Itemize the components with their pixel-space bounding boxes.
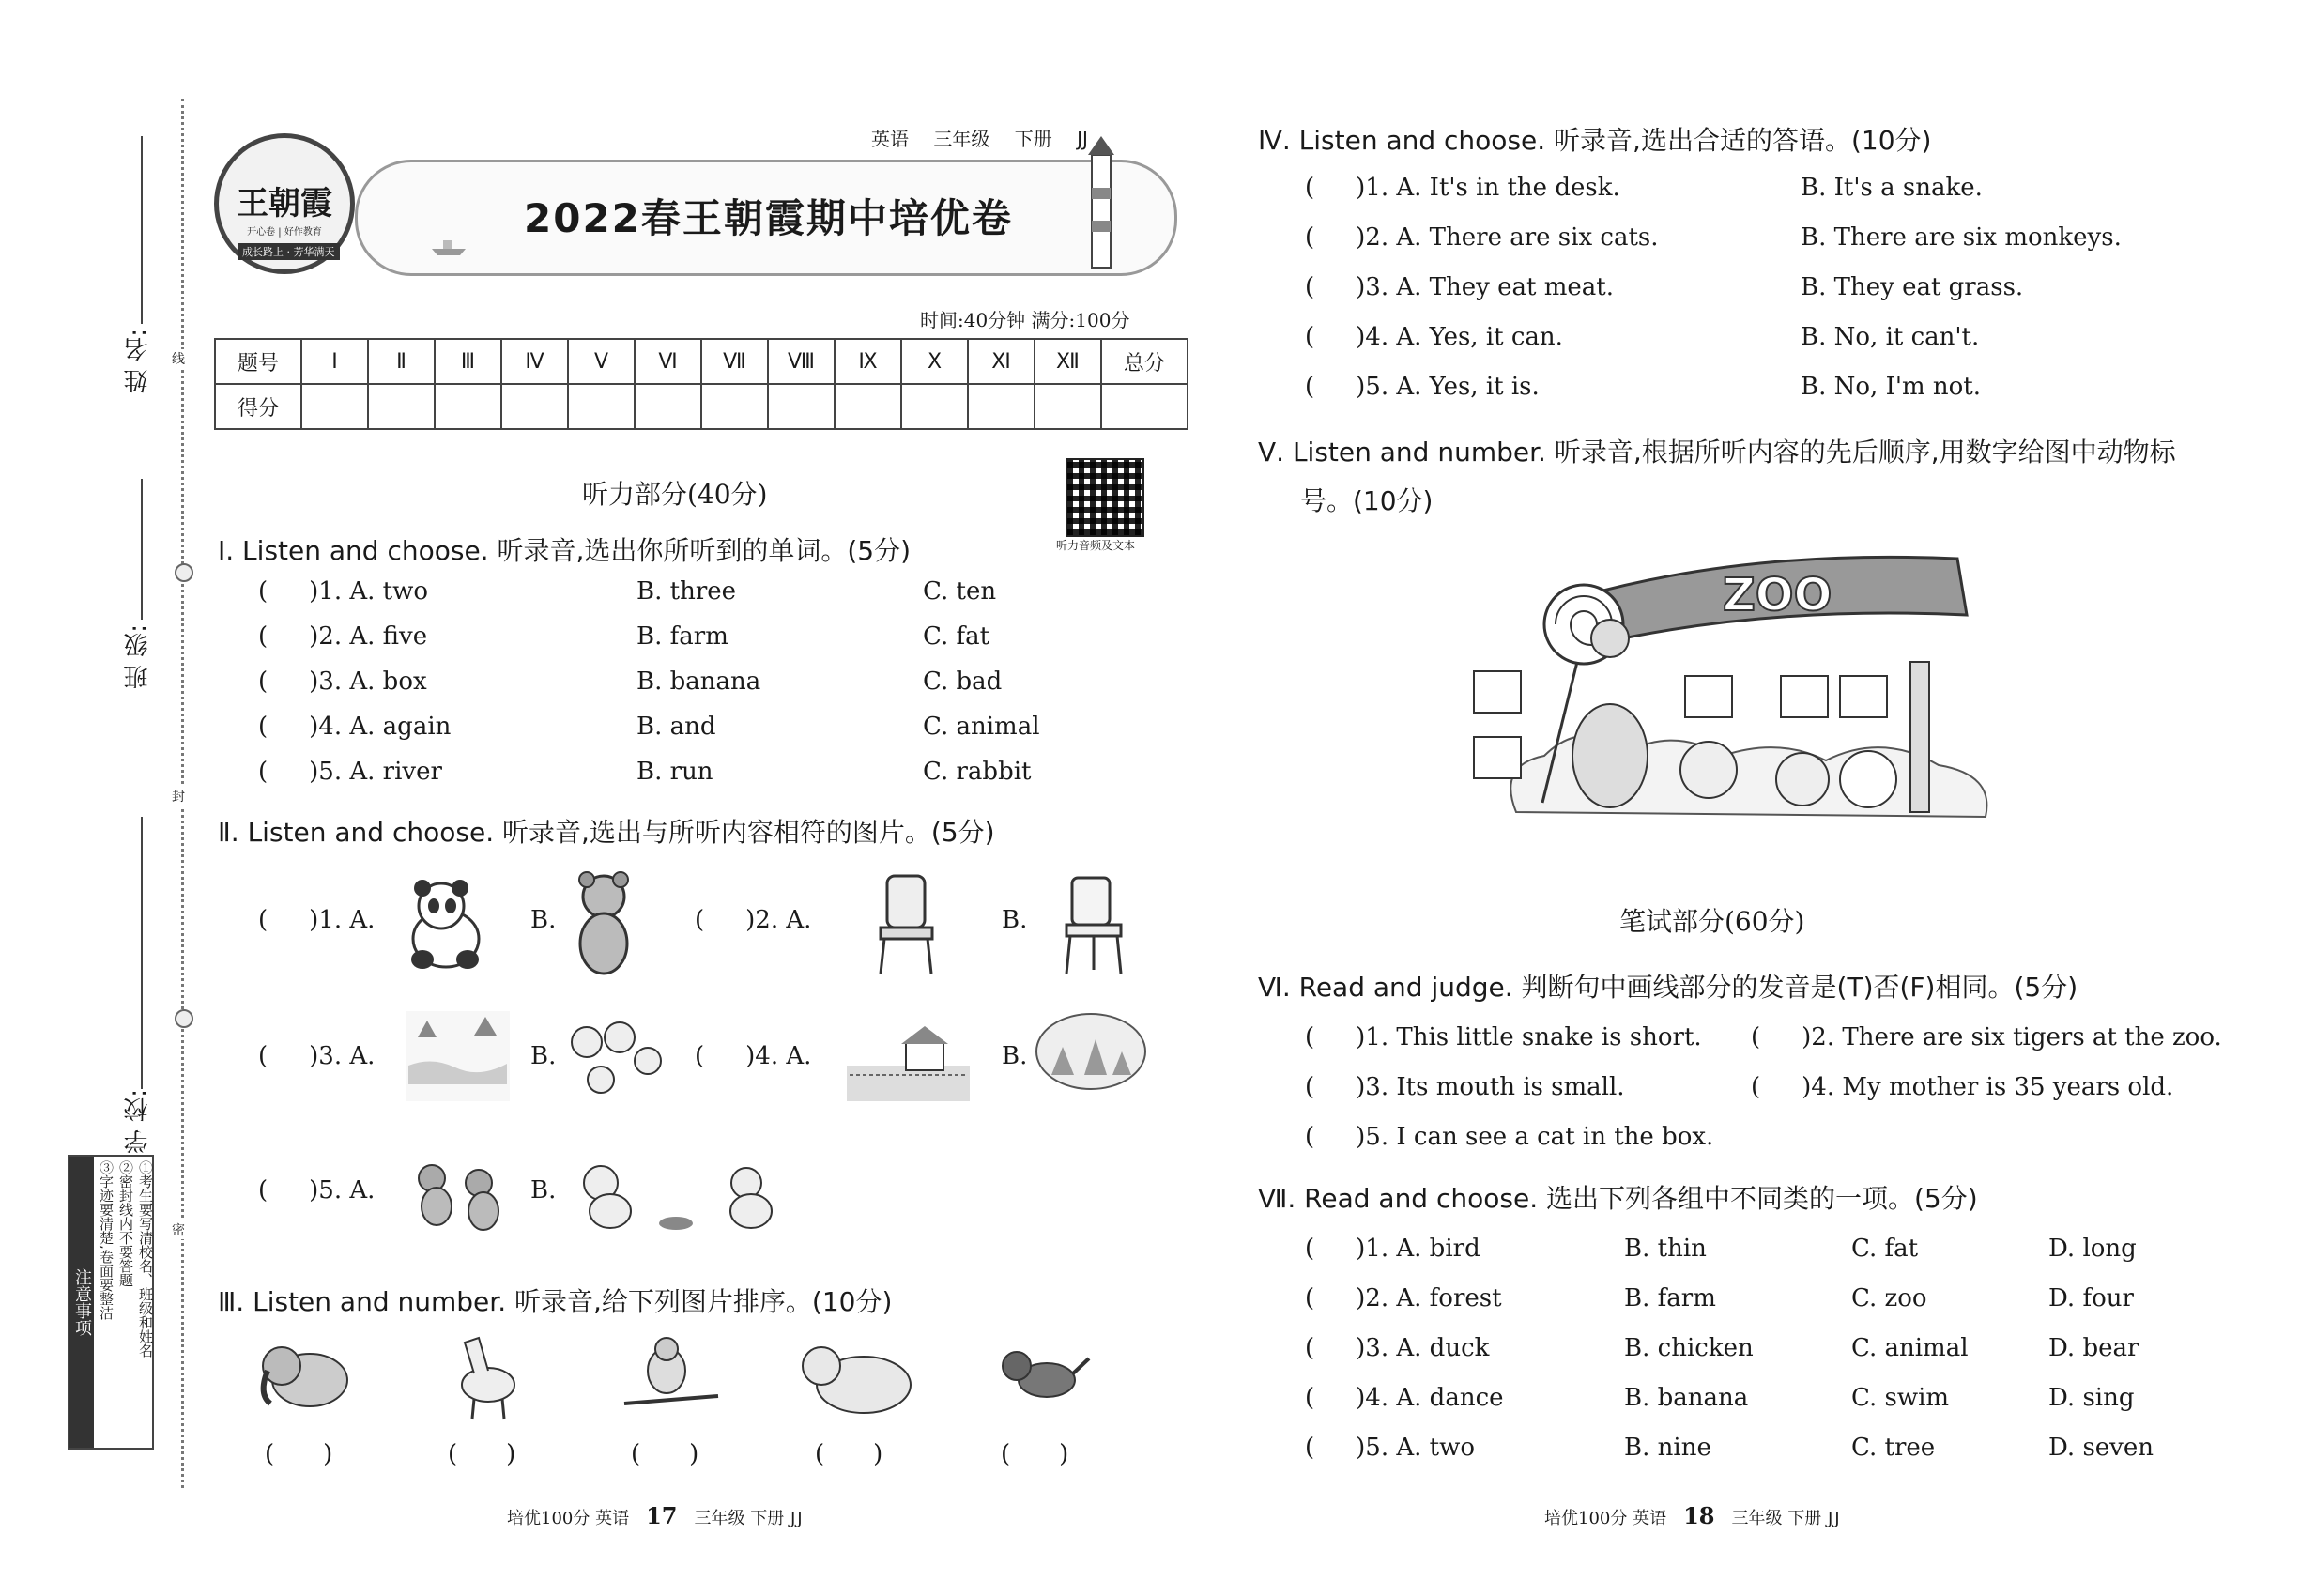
lighthouse-icon (1082, 131, 1120, 272)
option-b: B. chicken (1624, 1334, 1754, 1362)
list-item (695, 906, 811, 934)
option-b: B. It's a snake. (1801, 174, 1983, 202)
answer-box (1474, 671, 1521, 713)
blank-paren[interactable]: ( ) (631, 1440, 699, 1468)
school-label: 学 校: (124, 1089, 152, 1155)
bear-icon (789, 1328, 920, 1422)
chair-icon[interactable] (864, 868, 948, 981)
option-a: )4. A. (745, 1042, 812, 1070)
part2-heading: Ⅱ. Listen and choose. 听录音,选出与所听内容相符的图片。(5分) (218, 817, 995, 848)
sentence: )4. My mother is 35 years old. (1802, 1073, 2174, 1101)
answer-paren[interactable]: ( (1305, 1384, 1315, 1412)
list-item (258, 713, 451, 741)
page-title: 2022春王朝霞期中培优卷 (524, 195, 1013, 241)
sentence: )3. Its mouth is small. (1356, 1073, 1625, 1101)
bird-icon (620, 1328, 723, 1418)
cut-mark-text: 线 (172, 349, 185, 368)
option-b-label: B. (530, 1176, 557, 1205)
score-cell[interactable] (768, 384, 835, 429)
option-c: C. bad (923, 668, 1003, 696)
answer-paren[interactable]: ( (1305, 174, 1315, 202)
option-d: D. sing (2048, 1384, 2135, 1412)
answer-paren[interactable]: ( (1305, 1434, 1315, 1462)
table-header-cell: Ⅰ (301, 339, 368, 384)
panda-icon[interactable] (394, 873, 498, 976)
answer-paren[interactable]: ( (258, 1042, 268, 1070)
cut-circle (175, 1009, 193, 1028)
option-a: )1. A. It's in the desk. (1356, 174, 1620, 202)
blank-paren[interactable]: ( ) (265, 1440, 333, 1468)
option-c: C. swim (1851, 1384, 1950, 1412)
name-underline (141, 136, 143, 324)
giraffe-icon (1910, 662, 1929, 812)
option-a: )2. A. forest (1356, 1284, 1502, 1312)
list-item (1305, 1434, 1475, 1462)
answer-paren[interactable]: ( (258, 577, 268, 606)
cats-fish-icon[interactable] (563, 1150, 789, 1239)
writing-title: 笔试部分(60分) (1619, 906, 1805, 937)
answer-paren[interactable]: ( (1751, 1073, 1761, 1101)
answer-box (1685, 676, 1732, 717)
list-item (1305, 1235, 1480, 1263)
option-c: C. animal (1851, 1334, 1969, 1362)
page-number: 17 (646, 1502, 678, 1529)
option-c: C. tree (1851, 1434, 1936, 1462)
panda-icon (1840, 751, 1896, 807)
name-label: 姓 名: (124, 329, 152, 394)
notice-box (68, 1155, 154, 1450)
table-header-cell: Ⅻ (1035, 339, 1101, 384)
table-header-cell: Ⅴ (568, 339, 635, 384)
option-a: )3. A. box (309, 668, 427, 696)
list-item (258, 1042, 375, 1070)
list-item (1751, 1023, 2222, 1051)
table-header-cell: Ⅱ (368, 339, 435, 384)
option-a: )5. A. Yes, it is. (1356, 373, 1540, 401)
monkeys-icon[interactable] (404, 1150, 516, 1239)
score-cell[interactable] (368, 384, 435, 429)
option-b: B. No, I'm not. (1801, 373, 1982, 401)
option-d: D. four (2048, 1284, 2134, 1312)
qr-code-icon[interactable] (1066, 458, 1144, 537)
list-item (1305, 1123, 1713, 1151)
sentence: )1. This little snake is short. (1356, 1023, 1702, 1051)
dog-icon (990, 1338, 1094, 1413)
table-header-cell: Ⅺ (968, 339, 1035, 384)
answer-paren[interactable]: ( (258, 713, 268, 741)
answer-paren[interactable]: ( (1305, 273, 1315, 301)
option-b-label: B. (530, 906, 557, 934)
table-header-cell: Ⅸ (835, 339, 901, 384)
list-item (1305, 373, 1540, 401)
answer-paren[interactable]: ( (258, 906, 268, 934)
score-cell[interactable] (501, 384, 568, 429)
footer-text: 三年级 下册 JJ (1731, 1509, 1841, 1528)
listening-title: 听力部分(40分) (582, 479, 768, 510)
bear-icon[interactable] (561, 868, 646, 981)
logo-sub: 开心卷 | 好作教育 (247, 227, 322, 238)
option-a: )2. A. five (309, 622, 428, 651)
option-c: C. ten (923, 577, 997, 606)
option-a: )4. A. Yes, it can. (1356, 323, 1563, 351)
part4-heading: Ⅳ. Listen and choose. 听录音,选出合适的答语。(10分) (1258, 125, 1932, 156)
footer-text: 培优100分 英语 (1544, 1509, 1667, 1528)
option-b-label: B. (530, 1042, 557, 1070)
sentence: )2. There are six tigers at the zoo. (1802, 1023, 2222, 1051)
option-d: D. long (2048, 1235, 2137, 1263)
blank-paren[interactable]: ( ) (815, 1440, 883, 1468)
list-item (258, 1176, 375, 1205)
option-a: )5. A. two (1356, 1434, 1476, 1462)
list-item (1305, 1073, 1625, 1101)
elephant-icon (1572, 704, 1648, 807)
score-cell[interactable] (301, 384, 368, 429)
subject-line: 英语 三年级 下册 JJ (871, 128, 1088, 150)
forest-icon[interactable] (1033, 1009, 1150, 1103)
sentence: )5. I can see a cat in the box. (1356, 1123, 1714, 1151)
list-item (1305, 1023, 1702, 1051)
option-a: )3. A. (309, 1042, 376, 1070)
list-item (1305, 223, 1659, 252)
part5-heading-cont: 号。(10分) (1300, 485, 1434, 516)
list-item (695, 1042, 811, 1070)
option-b: B. nine (1624, 1434, 1711, 1462)
list-item (258, 668, 427, 696)
zoo-scene (1469, 530, 2004, 840)
score-cell[interactable] (1101, 384, 1188, 429)
time-info: 时间:40分钟 满分:100分 (920, 309, 1130, 331)
option-b: B. and (636, 713, 716, 741)
option-b: B. run (636, 758, 713, 786)
score-cell[interactable] (1035, 384, 1101, 429)
list-item (1305, 273, 1614, 301)
part7-heading: Ⅶ. Read and choose. 选出下列各组中不同类的一项。(5分) (1258, 1183, 1978, 1214)
list-item (1305, 1384, 1504, 1412)
list-item (1305, 1334, 1489, 1362)
option-b: B. thin (1624, 1235, 1707, 1263)
list-item (1305, 323, 1563, 351)
table-header-cell: Ⅶ (701, 339, 768, 384)
answer-box (1474, 737, 1521, 778)
answer-paren[interactable]: ( (1305, 323, 1315, 351)
notice-item: ①考生要写清校名、班级和姓名 (137, 1160, 154, 1358)
part5-heading: Ⅴ. Listen and number. 听录音,根据所听内容的先后顺序,用数字给图中动物标 (1258, 437, 2176, 468)
option-b: B. farm (636, 622, 728, 651)
part3-heading: Ⅲ. Listen and number. 听录音,给下列图片排序。(10分) (218, 1286, 893, 1317)
answer-paren[interactable]: ( (1751, 1023, 1761, 1051)
option-b: B. banana (1624, 1384, 1749, 1412)
bear-icon (1680, 742, 1737, 798)
blank-paren[interactable]: ( ) (1001, 1440, 1069, 1468)
option-b-label: B. (1002, 906, 1028, 934)
answer-paren[interactable]: ( (1305, 1073, 1315, 1101)
option-d: D. seven (2048, 1434, 2154, 1462)
table-header-cell: 题号 (215, 339, 301, 384)
answer-paren[interactable]: ( (1305, 1334, 1315, 1362)
footer-right (1544, 1502, 1840, 1529)
binding-strip (0, 0, 188, 1596)
table-header-cell: Ⅵ (635, 339, 701, 384)
chair-icon[interactable] (1051, 868, 1136, 981)
answer-paren[interactable]: ( (695, 906, 705, 934)
header-banner (214, 113, 1181, 310)
qr-caption: 听力音频及文本 (1056, 539, 1136, 552)
cut-mark-text: 封 (172, 787, 185, 806)
option-a: )3. A. They eat meat. (1356, 273, 1614, 301)
brand-name: 王朝霞 (237, 185, 332, 223)
table-header-cell: Ⅲ (435, 339, 501, 384)
score-cell[interactable] (901, 384, 968, 429)
option-b: B. banana (636, 668, 761, 696)
option-c: C. rabbit (923, 758, 1032, 786)
cut-circle (175, 563, 193, 582)
answer-paren[interactable]: ( (1305, 1235, 1315, 1263)
table-header-cell: Ⅷ (768, 339, 835, 384)
brand-slogan: 成长路上 · 芳华满天 (238, 243, 340, 260)
option-b: B. No, it can't. (1801, 323, 1980, 351)
answer-paren[interactable]: ( (1305, 1284, 1315, 1312)
answer-paren[interactable]: ( (258, 622, 268, 651)
option-b: B. They eat grass. (1801, 273, 2024, 301)
answer-paren[interactable]: ( (1305, 1023, 1315, 1051)
score-cell[interactable] (701, 384, 768, 429)
answer-paren[interactable]: ( (258, 1176, 268, 1205)
school-underline (141, 817, 143, 1089)
cut-mark-text: 密 (172, 1220, 185, 1239)
score-table (214, 338, 1188, 430)
answer-box (1840, 676, 1887, 717)
option-b: B. three (636, 577, 737, 606)
class-underline (141, 479, 143, 620)
list-item (1305, 1284, 1502, 1312)
list-item (258, 758, 442, 786)
option-a: )5. A. river (309, 758, 442, 786)
score-cell[interactable] (635, 384, 701, 429)
option-b-label: B. (1002, 1042, 1028, 1070)
table-row (215, 384, 1188, 429)
table-header-cell: Ⅹ (901, 339, 968, 384)
list-item (258, 622, 427, 651)
option-c: C. fat (1851, 1235, 1919, 1263)
option-c: C. zoo (1851, 1284, 1927, 1312)
notice-item: ②密封线内不要答题 (117, 1160, 134, 1287)
horse-icon (437, 1328, 530, 1422)
table-header-cell: Ⅳ (501, 339, 568, 384)
option-b: B. farm (1624, 1284, 1716, 1312)
cat-icon (1776, 753, 1829, 806)
option-a: )5. A. (309, 1176, 376, 1205)
answer-paren[interactable]: ( (695, 1042, 705, 1070)
page-number: 18 (1683, 1502, 1715, 1529)
list-item (258, 906, 375, 934)
option-c: C. animal (923, 713, 1040, 741)
score-cell[interactable] (568, 384, 635, 429)
zoo-sign: ZOO (1723, 569, 1832, 622)
notice-title: 注意事项 (69, 1157, 94, 1448)
table-header-cell: 总分 (1101, 339, 1188, 384)
answer-paren[interactable]: ( (1305, 373, 1315, 401)
option-a: )4. A. again (309, 713, 452, 741)
class-label: 班 级: (124, 624, 152, 690)
score-cell[interactable] (835, 384, 901, 429)
ship-icon (430, 235, 468, 258)
table-row-label: 得分 (215, 384, 301, 429)
option-a: )1. A. (309, 906, 376, 934)
list-item (258, 577, 428, 606)
part1-heading: Ⅰ. Listen and choose. 听录音,选出你所听到的单词。(5分) (218, 535, 912, 566)
option-c: C. fat (923, 622, 990, 651)
part6-heading: Ⅵ. Read and judge. 判断句中画线部分的发音是(T)否(F)相同。(5分) (1258, 972, 2078, 1003)
notice-item: ③字迹要清楚,卷面要整洁 (98, 1160, 115, 1320)
option-a: )2. A. (745, 906, 812, 934)
brand-logo (214, 133, 355, 274)
elephant-icon (253, 1328, 361, 1418)
footer-text: 三年级 下册 JJ (694, 1509, 804, 1528)
cats-icon[interactable] (563, 1009, 667, 1103)
answer-paren[interactable]: ( (1305, 223, 1315, 252)
option-a: )1. A. two (309, 577, 429, 606)
option-b: B. There are six monkeys. (1801, 223, 2122, 252)
notice-body (94, 1157, 157, 1448)
footer-text: 培优100分 英语 (507, 1509, 630, 1528)
answer-paren[interactable]: ( (258, 758, 268, 786)
table-row (215, 339, 1188, 384)
river-scene-icon[interactable] (404, 1009, 512, 1103)
answer-paren[interactable]: ( (258, 668, 268, 696)
option-a: )2. A. There are six cats. (1356, 223, 1659, 252)
blank-paren[interactable]: ( ) (448, 1440, 516, 1468)
list-item (1751, 1073, 2173, 1101)
option-a: )1. A. bird (1356, 1235, 1480, 1263)
monkey-icon (1591, 620, 1629, 657)
option-a: )3. A. duck (1356, 1334, 1490, 1362)
option-d: D. bear (2048, 1334, 2139, 1362)
farm-house-icon[interactable] (845, 1019, 972, 1103)
list-item (1305, 174, 1620, 202)
option-a: )4. A. dance (1356, 1384, 1504, 1412)
answer-box (1781, 676, 1828, 717)
footer-left (507, 1502, 803, 1529)
answer-paren[interactable]: ( (1305, 1123, 1315, 1151)
score-cell[interactable] (968, 384, 1035, 429)
score-cell[interactable] (435, 384, 501, 429)
